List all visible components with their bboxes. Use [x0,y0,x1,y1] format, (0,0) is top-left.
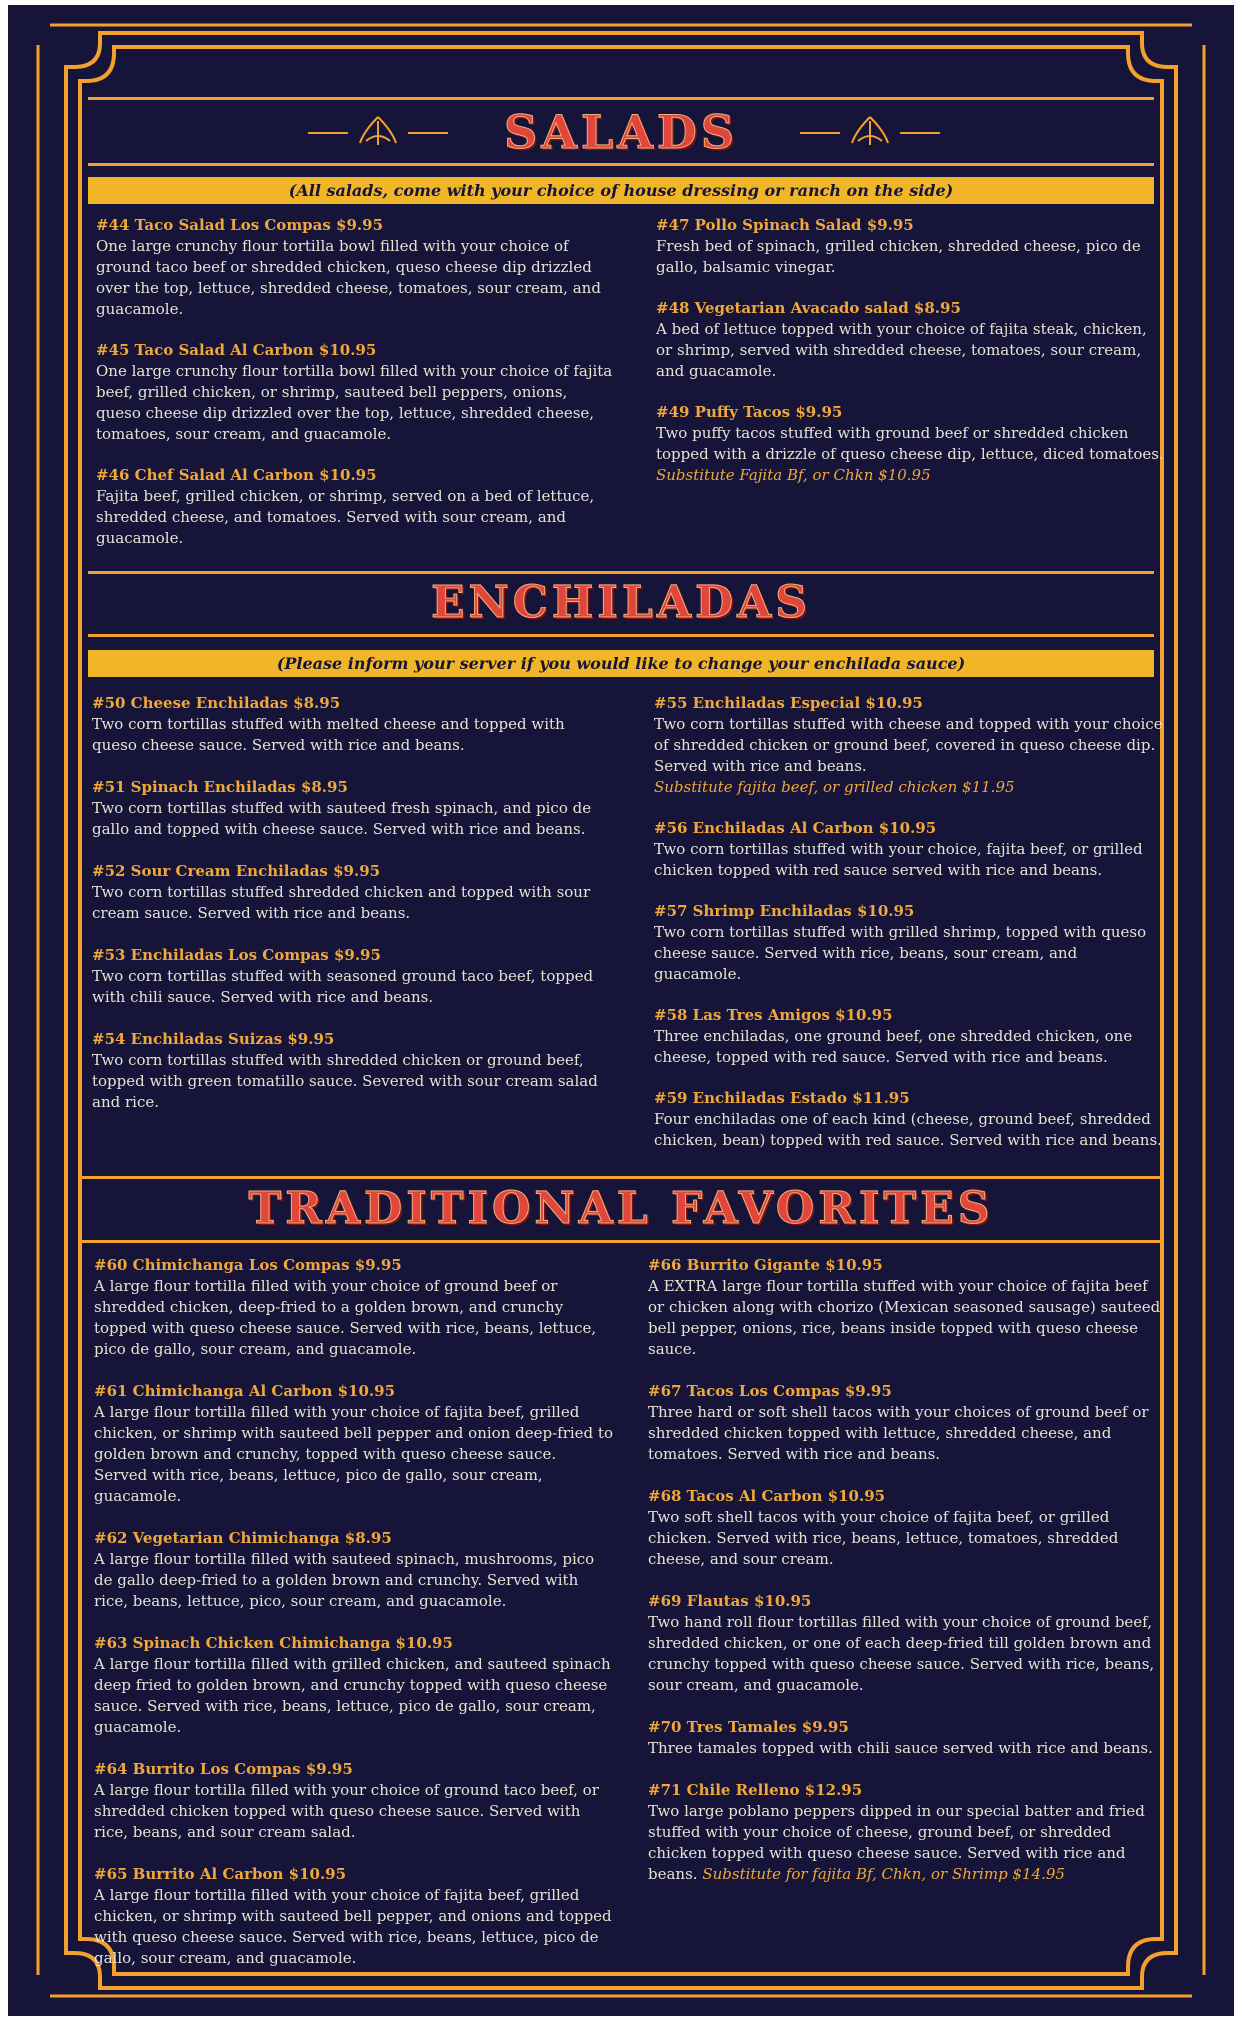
enchiladas-top-rule [88,571,1154,574]
item-description-text: Two large poblano peppers dipped in our special batter and fried stuffed with your choice of cheese, ground beef, or shredded chicken topped with queso cheese sauce. Served with rice and beans. [648,1802,1145,1883]
menu-item [92,861,612,924]
menu-item [92,945,612,1008]
menu-item [648,1717,1166,1759]
item-title: #57 Shrimp Enchiladas $10.95 [654,902,915,920]
enchiladas-right-column [654,693,1164,1151]
item-description: Two corn tortillas stuffed with cheese and topped with your choice of shredded chicken or ground beef, covered in queso cheese dip. Served with rice and beans. [654,715,1163,775]
traditional-top-rule [80,1176,1162,1179]
item-title: #67 Tacos Los Compas $9.95 [648,1382,892,1400]
traditional-right-column [648,1255,1166,1885]
item-description: Two hand roll flour tortillas filled with your choice of ground beef, shredded chicken, or one of each deep-fried till golden brown and crunchy topped with queso cheese sauce. Served with rice, beans, sour cream, and guacamole. [648,1613,1155,1694]
menu-item [94,1381,614,1507]
item-description: Three tamales topped with chili sauce served with rice and beans. [648,1739,1153,1757]
item-title: #58 Las Tres Amigos $10.95 [654,1006,893,1024]
item-title: #66 Burrito Gigante $10.95 [648,1256,883,1274]
item-description: One large crunchy flour tortilla bowl filled with your choice of fajita beef, grilled chicken, or shrimp, sauteed bell peppers, onions, queso cheese dip drizzled over the top, lettuce, shredded cheese, tomatoes, sour cream, and guacamole. [96,362,613,443]
menu-item [94,1528,614,1612]
item-title: #44 Taco Salad Los Compas $9.95 [96,216,384,234]
item-description: Two corn tortillas stuffed with your choice, fajita beef, or grilled chicken topped with red sauce served with rice and beans. [654,840,1143,879]
traditional-title: TRADITIONAL FAVORITES [248,1183,994,1234]
menu-item [648,1381,1166,1465]
menu-item [648,1255,1166,1360]
item-title: #68 Tacos Al Carbon $10.95 [648,1487,886,1505]
menu-item [92,777,612,840]
item-title: #64 Burrito Los Compas $9.95 [94,1760,353,1778]
enchiladas-left-column [92,693,612,1113]
menu-item [656,298,1166,382]
salads-left-column [96,215,616,549]
item-title: #61 Chimichanga Al Carbon $10.95 [94,1382,396,1400]
item-description: Two soft shell tacos with your choice of fajita beef, or grilled chicken. Served with rice, beans, lettuce, tomatoes, shredded cheese, and sour cream. [648,1508,1119,1568]
menu-item [648,1780,1166,1885]
enchiladas-bottom-rule [88,634,1154,637]
enchiladas-note: (Please inform your server if you would like to change your enchilada sauce) [88,650,1154,677]
item-description: A bed of lettuce topped with your choice of fajita steak, chicken, or shrimp, served with shredded cheese, tomatoes, sour cream, and guacamole. [656,320,1147,380]
item-substitution: Substitute Fajita Bf, or Chkn $10.95 [656,466,931,484]
item-title: #55 Enchiladas Especial $10.95 [654,694,923,712]
item-description: A large flour tortilla filled with sauteed spinach, mushrooms, pico de gallo deep-fried to a golden brown and crunchy. Served with rice, beans, lettuce, pico, sour cream, and guacamole. [94,1550,595,1610]
item-description: Two corn tortillas stuffed shredded chicken and topped with sour cream sauce. Served with rice and beans. [92,883,591,922]
item-title: #49 Puffy Tacos $9.95 [656,403,843,421]
item-description: One large crunchy flour tortilla bowl filled with your choice of ground taco beef or shredded chicken, queso cheese dip drizzled over the top, lettuce, shredded cheese, tomatoes, sour cream, and guacamole. [96,237,601,318]
menu-item [648,1486,1166,1570]
item-substitution: Substitute for fajita Bf, Chkn, or Shrimp $14.95 [702,1865,1065,1883]
item-description: Three hard or soft shell tacos with your choices of ground beef or shredded chicken topped with lettuce, shredded cheese, and tomatoes. Served with rice and beans. [648,1403,1149,1463]
item-description: Two corn tortillas stuffed with shredded chicken or ground beef, topped with green tomatillo sauce. Severed with sour cream salad and rice. [92,1051,598,1111]
item-title: #56 Enchiladas Al Carbon $10.95 [654,819,937,837]
item-description: Three enchiladas, one ground beef, one shredded chicken, one cheese, topped with red sauce. Served with rice and beans. [654,1027,1133,1066]
item-description: Four enchiladas one of each kind (cheese, ground beef, shredded chicken, bean) topped with red sauce. Served with rice and beans. [654,1110,1162,1149]
item-description: A large flour tortilla filled with your choice of fajita beef, grilled chicken, or shrimp with sauteed bell pepper, and onions and topped with queso cheese sauce. Served with rice, beans, lettuce, pico de gallo, sour cream, and guacamole. [94,1886,612,1967]
item-title: #69 Flautas $10.95 [648,1592,812,1610]
menu-page [8,5,1234,2016]
menu-item [94,1633,614,1738]
enchiladas-title: ENCHILADAS [430,577,812,628]
item-title: #51 Spinach Enchiladas $8.95 [92,778,348,796]
menu-item [654,693,1164,798]
item-substitution: Substitute fajita beef, or grilled chicken $11.95 [654,778,1015,796]
item-title: #46 Chef Salad Al Carbon $10.95 [96,466,377,484]
item-description: Two corn tortillas stuffed with melted cheese and topped with queso cheese sauce. Served with rice and beans. [92,715,565,754]
item-title: #65 Burrito Al Carbon $10.95 [94,1865,347,1883]
traditional-bottom-rule [80,1240,1162,1243]
item-title: #70 Tres Tamales $9.95 [648,1718,849,1736]
salads-title: SALADS [503,105,739,159]
menu-item [94,1255,614,1360]
salads-note: (All salads, come with your choice of house dressing or ranch on the side) [88,177,1154,204]
menu-item [96,215,616,320]
menu-item [656,402,1166,486]
item-description: A EXTRA large flour tortilla stuffed with your choice of fajita beef or chicken along with chorizo (Mexican seasoned sausage) sauteed bell pepper, onions, rice, beans inside topped with queso cheese sauce. [648,1277,1161,1358]
menu-item [92,1029,612,1113]
menu-item [654,818,1164,881]
item-description: A large flour tortilla filled with grilled chicken, and sauteed spinach deep fried to golden brown, and crunchy topped with queso cheese sauce. Served with rice, beans, lettuce, pico de gallo, sour cream, guacamole. [94,1655,611,1736]
menu-item [94,1864,614,1969]
item-title: #50 Cheese Enchiladas $8.95 [92,694,341,712]
salads-bottom-rule [88,163,1154,166]
menu-item [648,1591,1166,1696]
item-title: #53 Enchiladas Los Compas $9.95 [92,946,381,964]
menu-item [96,465,616,549]
salads-top-rule [88,97,1154,100]
salads-right-ornament-icon [800,111,940,151]
item-title: #71 Chile Relleno $12.95 [648,1781,863,1799]
item-title: #63 Spinach Chicken Chimichanga $10.95 [94,1634,453,1652]
menu-item [654,1005,1164,1068]
item-description: Fajita beef, grilled chicken, or shrimp, served on a bed of lettuce, shredded cheese, and tomatoes. Served with sour cream, and guacamole. [96,487,595,547]
item-description: A large flour tortilla filled with your choice of ground beef or shredded chicken, deep-fried to a golden brown, and crunchy topped with queso cheese sauce. Served with rice, beans, lettuce, pico de gallo, sour cream, and guacamole. [94,1277,597,1358]
item-title: #62 Vegetarian Chimichanga $8.95 [94,1529,392,1547]
item-description: A large flour tortilla filled with your choice of fajita beef, grilled chicken, or shrimp with sauteed bell pepper and onion deep-fried to golden brown and crunchy, topped with queso cheese sauce. Served with rice, beans, lettuce, pico de gallo, sour cream, guacamole. [94,1403,613,1505]
traditional-left-column [94,1255,614,1969]
item-title: #60 Chimichanga Los Compas $9.95 [94,1256,402,1274]
item-description: A large flour tortilla filled with your choice of ground taco beef, or shredded chicken topped with queso cheese sauce. Served with rice, beans, and sour cream salad. [94,1781,599,1841]
item-description: Two corn tortillas stuffed with grilled shrimp, topped with queso cheese sauce. Served with rice, beans, sour cream, and guacamole. [654,923,1147,983]
menu-item [94,1759,614,1843]
item-description: Two corn tortillas stuffed with seasoned ground taco beef, topped with chili sauce. Served with rice and beans. [92,967,594,1006]
menu-item [92,693,612,756]
salads-right-column [656,215,1166,486]
item-title: #45 Taco Salad Al Carbon $10.95 [96,341,377,359]
menu-item [654,1088,1164,1151]
menu-item [654,901,1164,985]
item-description: Two puffy tacos stuffed with ground beef or shredded chicken topped with a drizzle of queso cheese dip, lettuce, diced tomatoes. [656,424,1164,463]
item-title: #59 Enchiladas Estado $11.95 [654,1089,910,1107]
item-title: #52 Sour Cream Enchiladas $9.95 [92,862,381,880]
item-title: #48 Vegetarian Avacado salad $8.95 [656,299,961,317]
item-description [648,1801,1166,1885]
item-title: #54 Enchiladas Suizas $9.95 [92,1030,335,1048]
item-description: Two corn tortillas stuffed with sauteed fresh spinach, and pico de gallo and topped with cheese sauce. Served with rice and beans. [92,799,592,838]
item-description: Fresh bed of spinach, grilled chicken, shredded cheese, pico de gallo, balsamic vinegar. [656,237,1141,276]
menu-item [656,215,1166,278]
item-title: #47 Pollo Spinach Salad $9.95 [656,216,914,234]
menu-item [96,340,616,445]
